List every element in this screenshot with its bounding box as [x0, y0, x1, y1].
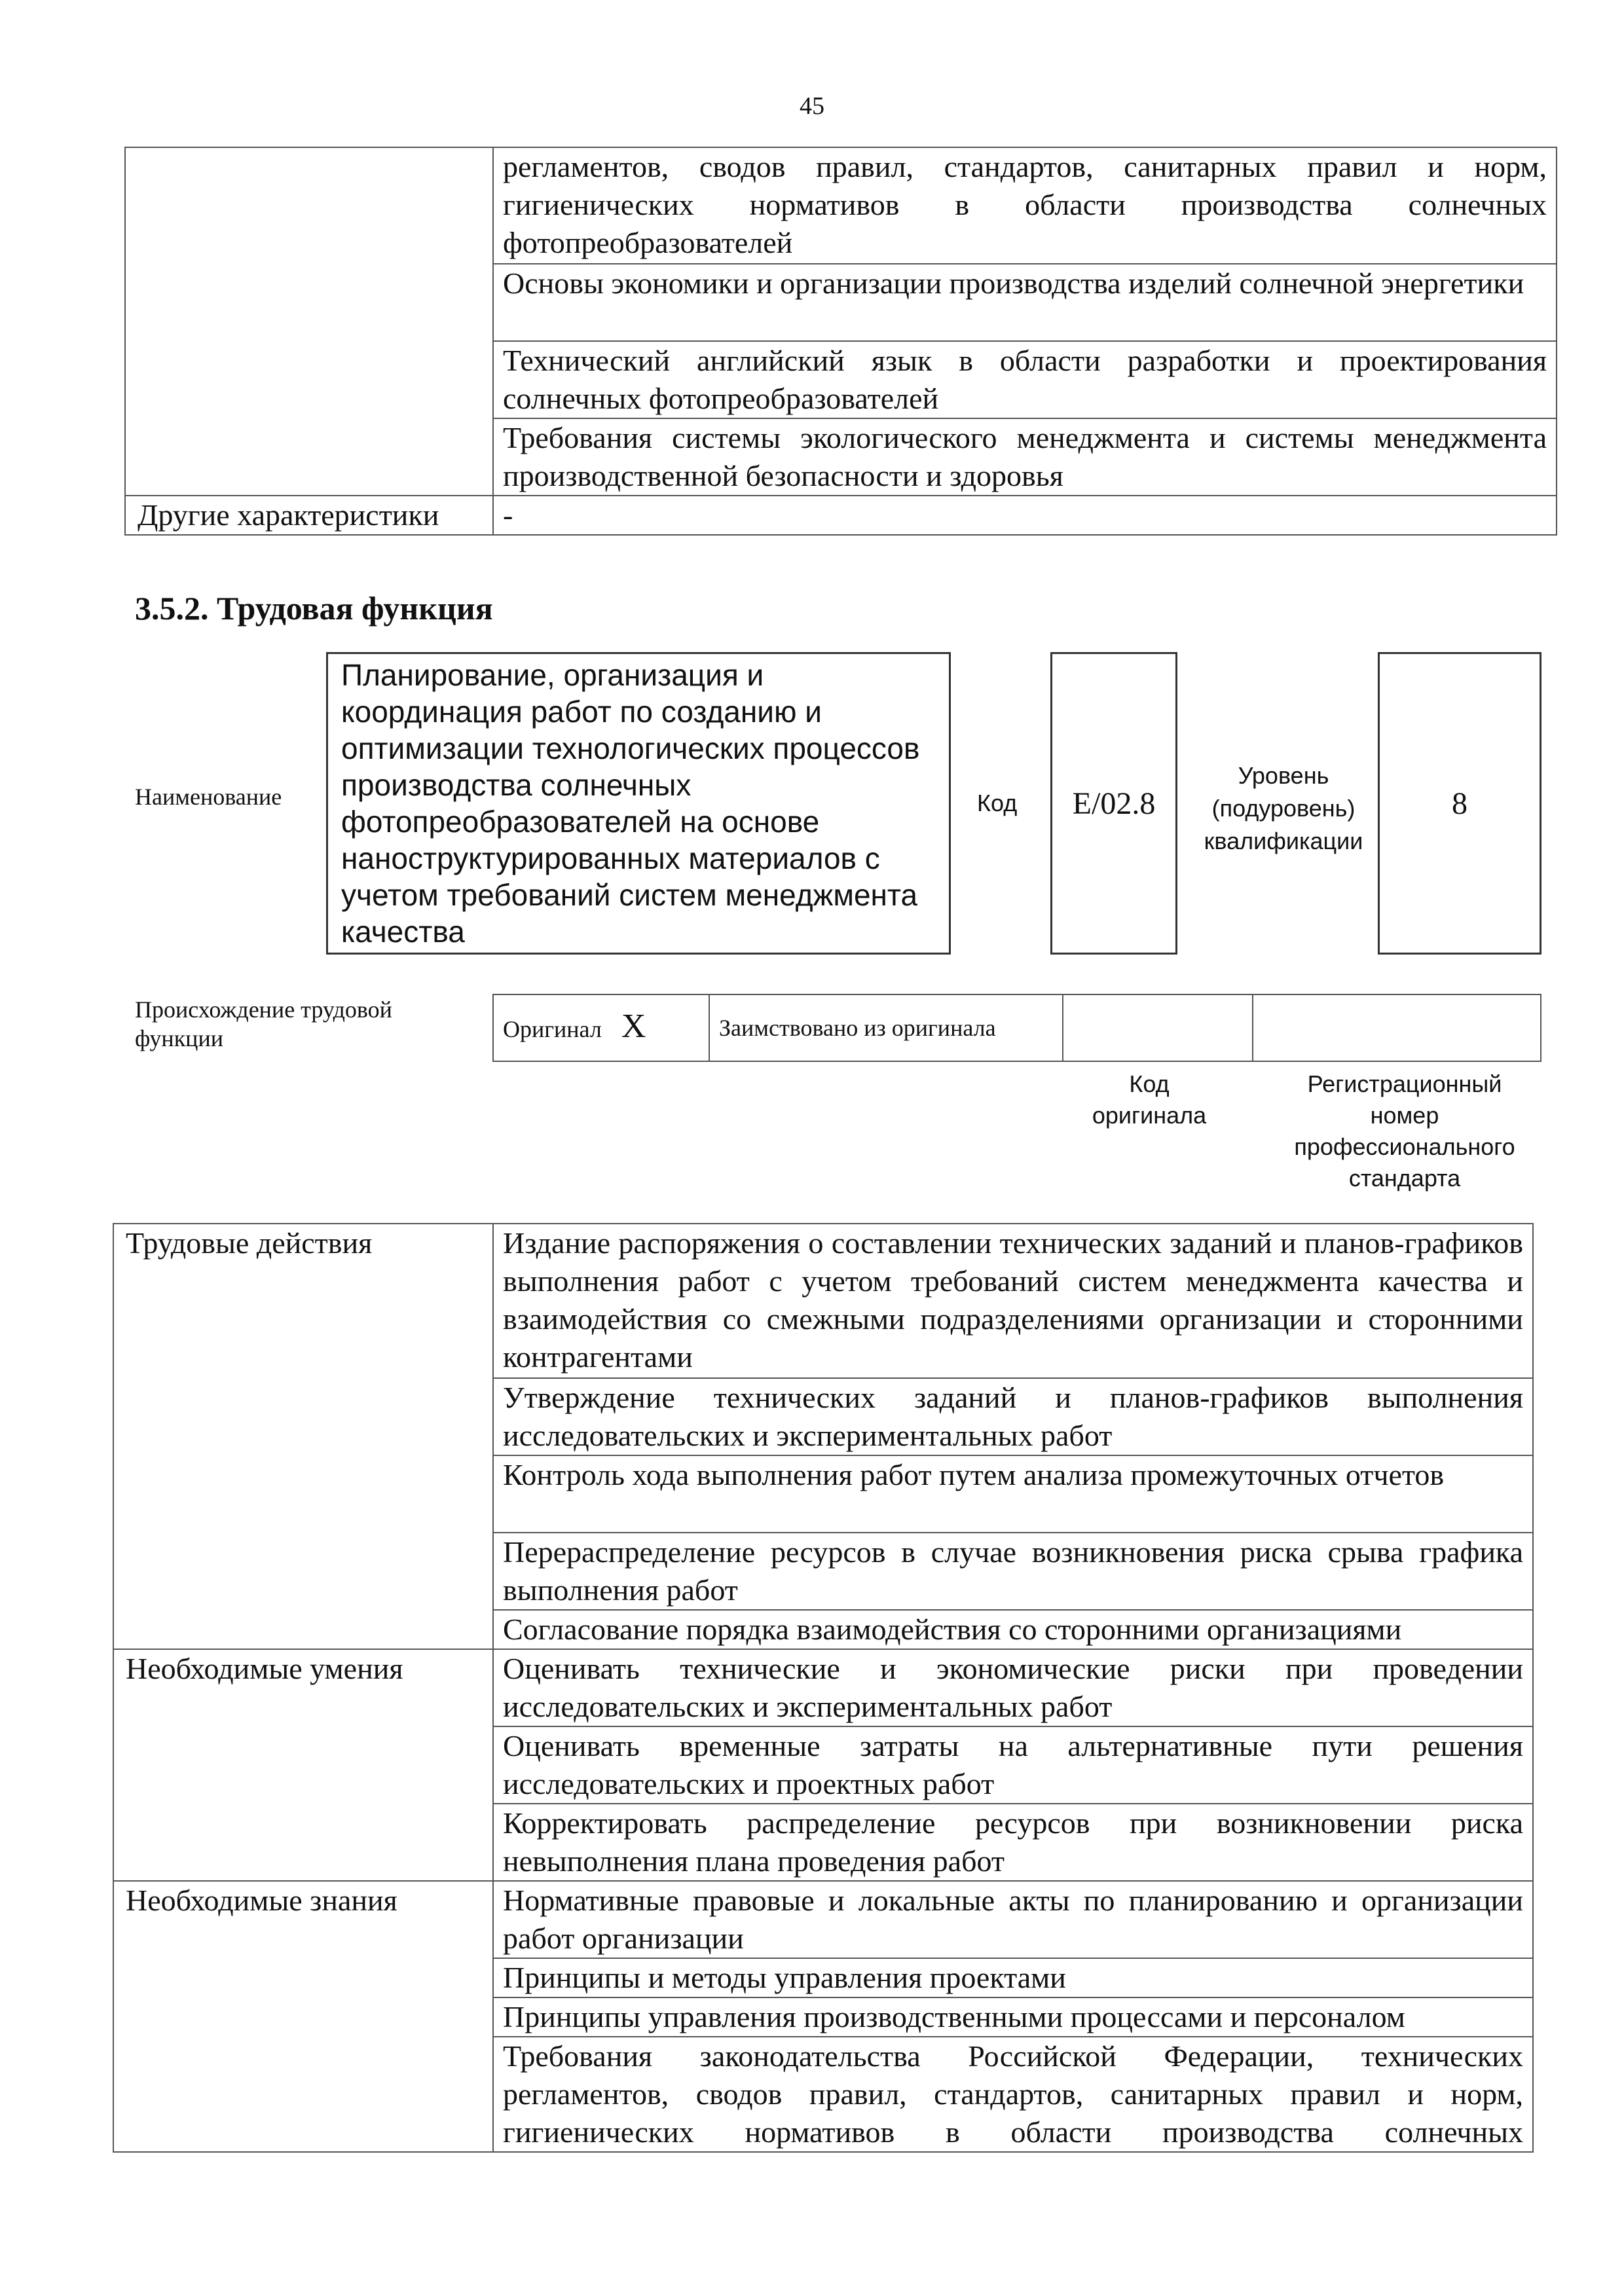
code-box: E/02.8 — [1050, 652, 1177, 955]
original-label: Оригинал — [503, 1016, 602, 1042]
knowledge-item: Основы экономики и организации производства изделий солнечной энергетики — [493, 264, 1557, 341]
original-cell — [493, 994, 709, 1061]
origin-table — [492, 994, 1541, 1062]
name-label: Наименование — [135, 784, 282, 810]
level-label: Уровень (подуровень) квалификации — [1204, 762, 1363, 854]
table-row — [113, 1649, 1533, 1726]
section-title: 3.5.2. Трудовая функция — [135, 590, 493, 627]
level-box: 8 — [1378, 652, 1541, 955]
action-item: Издание распоряжения о составлении технических заданий и планов-графиков выполнения работ с учетом требований систем менеджмента качества и взаимодействия со смежными подразделениями организации и сторонними контрагентами — [493, 1224, 1533, 1378]
other-characteristics-label: Другие характеристики — [125, 496, 493, 535]
registration-number-caption: Регистрационный номер профессионального стандарта — [1294, 1070, 1515, 1192]
page-number: 45 — [800, 92, 824, 120]
other-characteristics-value: - — [493, 496, 1557, 535]
original-code-caption: Код оригинала — [1092, 1070, 1207, 1129]
skill-item: Оценивать временные затраты на альтернативные пути решения исследовательских и проектных работ — [493, 1726, 1533, 1804]
table-row — [113, 1881, 1533, 1958]
original-mark: X — [621, 1008, 646, 1045]
table-row — [125, 496, 1557, 535]
action-item: Перераспределение ресурсов в случае возникновения риска срыва графика выполнения работ — [493, 1533, 1533, 1610]
code-label: Код — [977, 790, 1018, 816]
action-item: Утверждение технических заданий и планов-графиков выполнения исследовательских и экспериментальных работ — [493, 1378, 1533, 1455]
knowledge-item: Требования законодательства Российской Федерации, технических регламентов, сводов правил, стандартов, санитарных правил и норм, гигиенических нормативов в области производства солнечных — [493, 2037, 1533, 2152]
action-item: Согласование порядка взаимодействия со сторонними организациями — [493, 1610, 1533, 1649]
knowledge-item: регламентов, сводов правил, стандартов, санитарных правил и норм, гигиенических нормативов в области производства солнечных фотопреобразователей — [493, 147, 1557, 264]
skill-item: Оценивать технические и экономические риски при проведении исследовательских и экспериментальных работ — [493, 1649, 1533, 1726]
skill-item: Корректировать распределение ресурсов при возникновении риска невыполнения плана проведения работ — [493, 1804, 1533, 1881]
knowledge-item: Нормативные правовые и локальные акты по планированию и организации работ организации — [493, 1881, 1533, 1958]
table-row — [493, 994, 1541, 1061]
continuation-table — [124, 147, 1557, 536]
original-code-cell — [1063, 994, 1253, 1061]
table-row — [113, 1224, 1533, 1378]
table-row — [125, 147, 1557, 264]
skills-label: Необходимые умения — [113, 1649, 493, 1881]
borrowed-label: Заимствовано из оригинала — [709, 994, 1063, 1061]
function-details-table — [113, 1223, 1534, 2153]
empty-label-cell — [125, 147, 493, 496]
function-name-box: Планирование, организация и координация работ по созданию и оптимизации технологических процессов производства солнечных фотопреобразователей на основе наноструктурированных материалов с учетом требований систем менеджмента качества — [326, 652, 951, 955]
knowledge-item: Принципы управления производственными процессами и персоналом — [493, 1997, 1533, 2037]
knowledge-item: Требования системы экологического менеджмента и системы менеджмента производственной безопасности и здоровья — [493, 418, 1557, 496]
registration-number-cell — [1253, 994, 1541, 1061]
knowledge-item: Принципы и методы управления проектами — [493, 1958, 1533, 1997]
origin-label: Происхождение трудовой функции — [135, 996, 392, 1051]
knowledge-label: Необходимые знания — [113, 1881, 493, 2152]
knowledge-item: Технический английский язык в области разработки и проектирования солнечных фотопреобразователей — [493, 341, 1557, 418]
action-item: Контроль хода выполнения работ путем анализа промежуточных отчетов — [493, 1455, 1533, 1533]
actions-label: Трудовые действия — [113, 1224, 493, 1649]
